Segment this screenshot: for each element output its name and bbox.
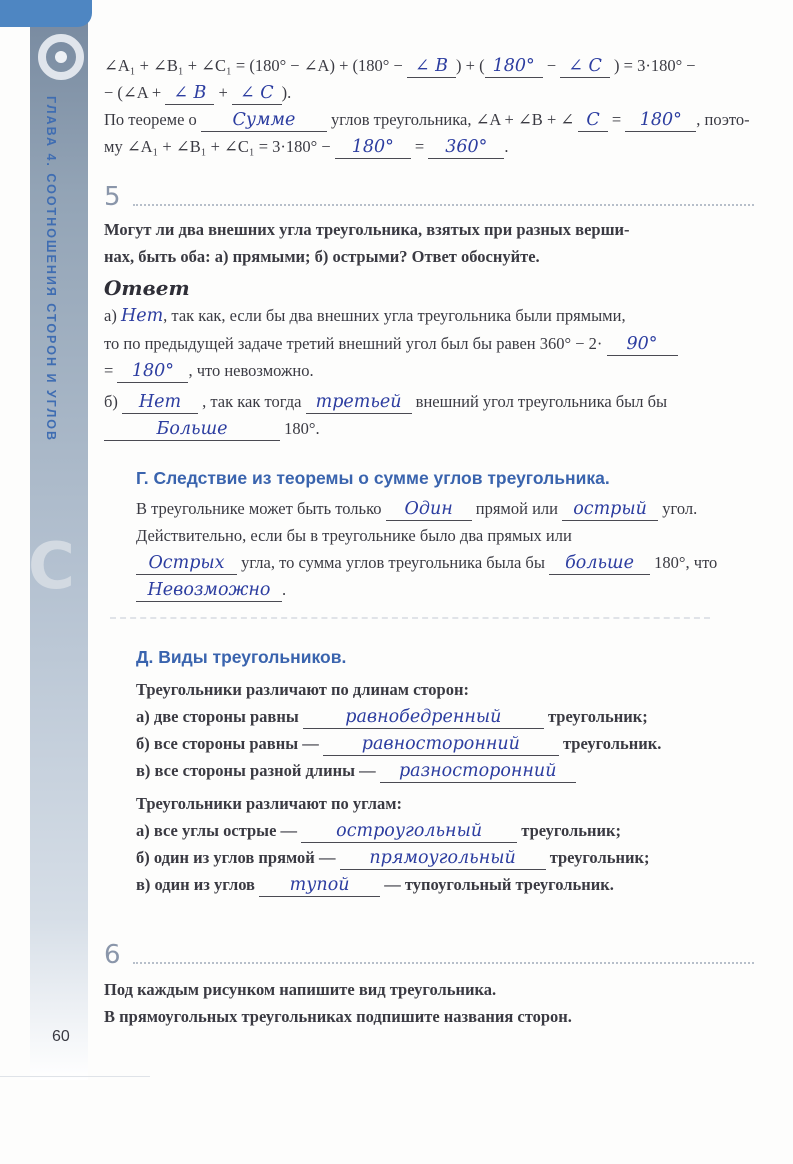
section-d-intro-2: Треугольники различают по углам: [136, 794, 402, 813]
section-d-item-b2: б) один из углов прямой — прямоугольный треугольник; [136, 844, 746, 871]
task6-header [104, 942, 754, 968]
section-d-item-a2: а) все углы острые — остроугольный треугольник; [136, 817, 746, 844]
math-line-1: ∠A₁ + ∠B₁ + ∠C₁ = (180° − ∠A) + (180° − ∠ B ) + ( 180° − ∠ C ) = 3·180° − [104, 52, 754, 79]
task5-number: 5 [104, 182, 121, 212]
section-g-line-2: Действительно, если бы в треугольнике было два прямых или [136, 526, 572, 545]
math-line-4: му ∠A₁ + ∠B₁ + ∠C₁ = 3·180° − 180° = 360° . [104, 133, 754, 160]
section-d-item-c1: в) все стороны разной длины — разносторонний [136, 757, 746, 784]
chapter-sidebar [30, 0, 88, 1080]
section-g-heading: Г. Следствие из теоремы о сумме углов треугольника. [136, 468, 610, 488]
task6-number: 6 [104, 940, 121, 970]
page-corner-decor [0, 0, 92, 27]
answer-a-line-3: = 180° , что невозможно. [104, 357, 754, 384]
section-g [136, 468, 746, 603]
answer-a-line-1: а) Нет, так как, если бы два внешних угла треугольника были прямыми, [104, 306, 626, 326]
math-line-2: − (∠A + ∠ B + ∠ C ). [104, 79, 754, 106]
task6-line-1: Под каждым рисунком напишите вид треугольника. [104, 980, 497, 999]
section-d [136, 647, 746, 898]
section-g-line-4: Невозможно . [136, 576, 746, 603]
page-number: 60 [52, 1028, 70, 1045]
answer-b-line-2: Больше 180°. [104, 415, 754, 442]
swirl-icon: C [28, 530, 75, 604]
scan-edge-line [0, 1076, 150, 1077]
section-d-heading: Д. Виды треугольников. [136, 647, 347, 667]
answer-label: Ответ [104, 276, 190, 300]
task5-statement-1: Могут ли два внешних угла треугольника, взятых при разных верши- [104, 220, 630, 239]
scan-artifact-line [110, 617, 710, 619]
answer-a-line-2: то по предыдущей задаче третий внешний угол был бы равен 360° − 2· 90° [104, 330, 754, 357]
task5-dotted-leader [133, 190, 754, 206]
section-d-item-b1: б) все стороны равны — равносторонний треугольник. [136, 730, 746, 757]
task5-statement-2: нах, быть оба: а) прямыми; б) острыми? Ответ обоснуйте. [104, 247, 540, 266]
page-content [104, 52, 754, 1030]
section-g-line-1: В треугольнике может быть только Один прямой или острый угол. [136, 495, 746, 522]
section-g-line-3: Острых угла, то сумма углов треугольника была бы больше 180°, что [136, 549, 746, 576]
chapter-title-vertical: ГЛАВА 4. СООТНОШЕНИЯ СТОРОН И УГЛОВ [44, 96, 58, 442]
task6-dotted-leader [133, 948, 754, 964]
section-d-intro-1: Треугольники различают по длинам сторон: [136, 680, 469, 699]
task5-header [104, 184, 754, 210]
section-d-item-c2: в) один из углов тупой — тупоугольный треугольник. [136, 871, 746, 898]
spiral-ring-center [55, 51, 67, 63]
section-d-item-a1: а) две стороны равны равнобедренный треугольник; [136, 703, 746, 730]
task6-line-2: В прямоугольных треугольниках подпишите названия сторон. [104, 1007, 572, 1026]
math-line-3: По теореме о Сумме углов треугольника, ∠A + ∠B + ∠ C = 180° , поэто- [104, 106, 754, 133]
answer-b-line-1: б) Нет , так как тогда третьей внешний угол треугольника был бы [104, 388, 754, 415]
